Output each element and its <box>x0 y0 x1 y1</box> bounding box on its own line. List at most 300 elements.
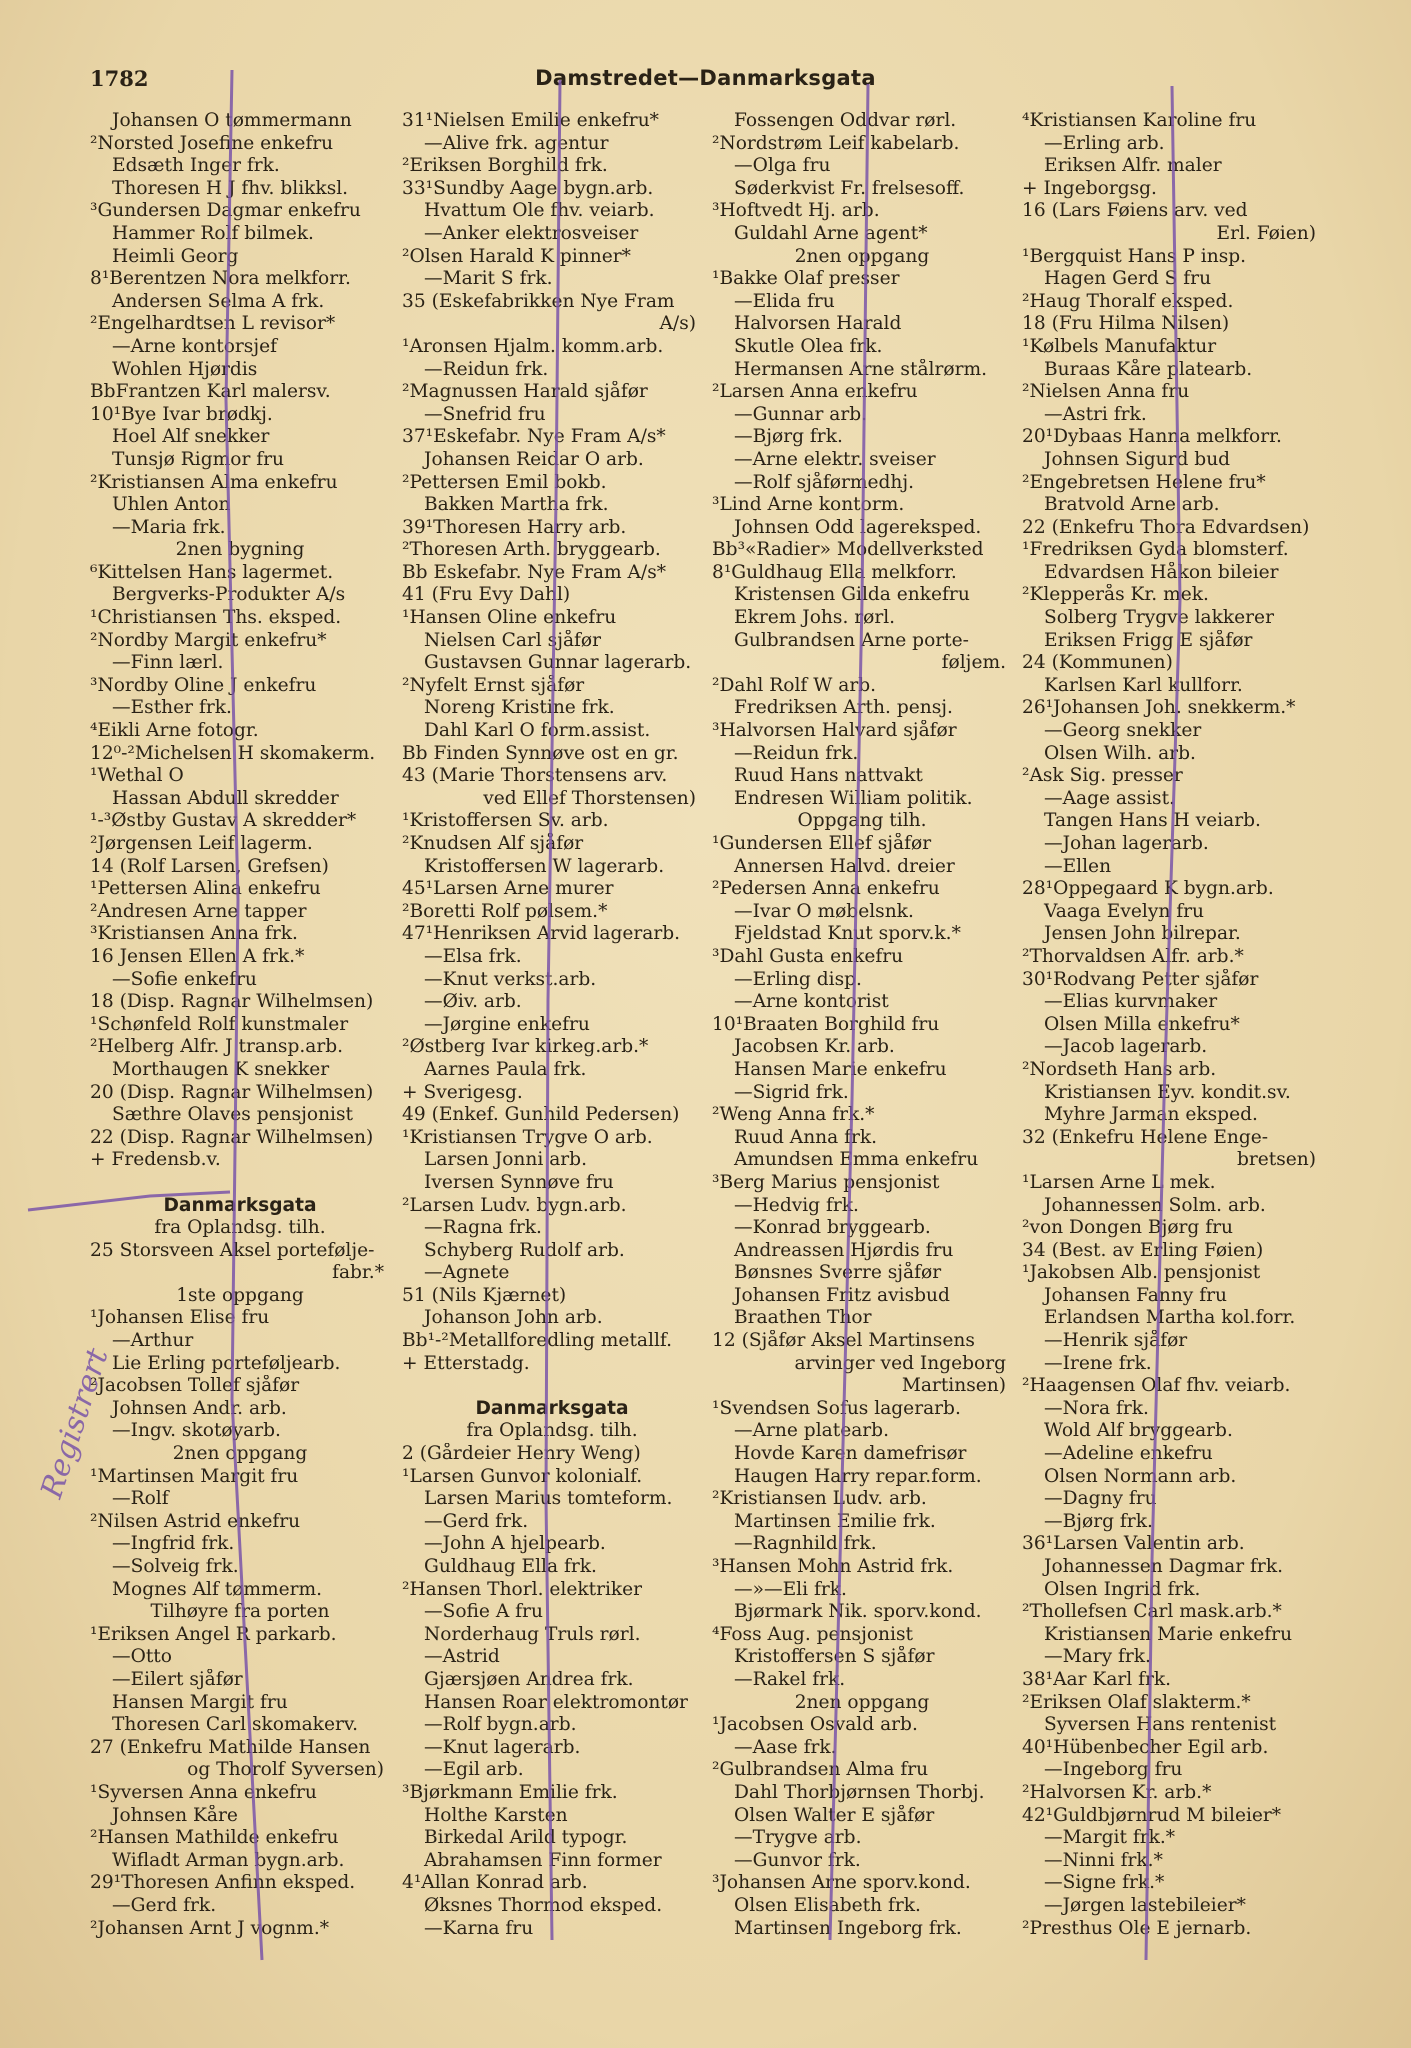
directory-entry: Kristensen Gilda enkefru <box>734 584 970 606</box>
directory-entry: ³Kristiansen Anna frk. <box>90 923 298 945</box>
directory-entry: Edsæth Inger frk. <box>112 155 280 177</box>
directory-entry: Gulbrandsen Arne porte- <box>734 629 969 651</box>
directory-entry: 18 (Fru Hilma Nilsen) <box>1022 313 1230 335</box>
directory-entry: 27 (Enkefru Mathilde Hansen <box>90 1736 371 1758</box>
directory-entry: —»—Eli frk. <box>734 1578 847 1600</box>
directory-entry: 14 (Rolf Larsen, Grefsen) <box>90 855 329 877</box>
directory-entry: ¹Kristiansen Trygve O arb. <box>402 1126 653 1148</box>
directory-entry: Johanson John arb. <box>424 1307 603 1329</box>
directory-entry: Schyberg Rudolf arb. <box>424 1239 625 1261</box>
directory-entry: Bb Eskefabr. Nye Fram A/s* <box>402 561 667 583</box>
margin-note: Registrert <box>34 1344 116 1503</box>
directory-entry: ¹Gundersen Ellef sjåfør <box>712 833 932 854</box>
directory-entry: —Rolf sjåførmedhj. <box>734 471 915 493</box>
directory-entry: ¹Schønfeld Rolf kunstmaler <box>90 1013 349 1035</box>
directory-entry: —Jacob lagerarb. <box>1044 1036 1208 1058</box>
directory-entry: Johnsen Odd lagereksped. <box>734 516 982 538</box>
directory-entry: ²Thollefsen Carl mask.arb.* <box>1022 1601 1282 1623</box>
directory-entry: 8¹Berentzen Nora melkforr. <box>90 268 351 290</box>
directory-entry: ²Boretti Rolf pølsem.* <box>402 900 608 922</box>
column-2 <box>402 110 702 1950</box>
directory-entry: —Arne kontorist <box>734 991 889 1013</box>
directory-entry: —Ellen <box>1044 855 1112 877</box>
directory-entry: Bergverks-Produkter A/s <box>112 584 346 606</box>
directory-entry: —Olga fru <box>734 155 831 177</box>
directory-entry: —Sofie A fru <box>424 1601 543 1623</box>
directory-entry: Aarnes Paula frk. <box>424 1058 587 1080</box>
directory-entry: 30¹Rodvang Petter sjåfør <box>1022 968 1259 990</box>
directory-entry: 28¹Oppegaard K bygn.arb. <box>1022 878 1274 900</box>
directory-entry: —Øiv. arb. <box>424 991 522 1013</box>
directory-entry: —Knut verkst.arb. <box>424 968 597 990</box>
directory-entry: Olsen Walter E sjåfør <box>734 1804 935 1826</box>
directory-entry: 37¹Eskefabr. Nye Fram A/s* <box>402 426 666 448</box>
directory-entry: ²Presthus Ole E jernarb. <box>1022 1917 1252 1939</box>
directory-entry: ³Dahl Gusta enkefru <box>712 945 904 967</box>
directory-entry: —Astri frk. <box>1044 403 1147 425</box>
directory-entry: ²Jacobsen Tollef sjåfør <box>90 1375 300 1397</box>
directory-entry: —Erling arb. <box>1044 132 1165 154</box>
directory-entry: Braathen Thor <box>734 1307 872 1329</box>
directory-entry: —Arne kontorsjef <box>112 335 277 357</box>
directory-entry: Holthe Karsten <box>424 1804 568 1826</box>
directory-entry: ²Hansen Mathilde enkefru <box>90 1827 339 1849</box>
directory-entry: 34 (Best. av Erling Føien) <box>1022 1239 1264 1261</box>
directory-entry: Guldhaug Ella frk. <box>424 1556 597 1577</box>
directory-entry: 38¹Aar Karl frk. <box>1022 1668 1172 1690</box>
directory-entry: Hvattum Ole fhv. veiarb. <box>424 200 655 222</box>
directory-entry: Bb¹-²Metallforedling metallf. <box>402 1330 673 1352</box>
directory-entry: fabr.* <box>332 1262 384 1284</box>
directory-entry: —Eilert sjåfør <box>112 1668 243 1690</box>
directory-entry: ¹Larsen Arne L mek. <box>1022 1171 1216 1193</box>
directory-entry: —Elida fru <box>734 290 835 312</box>
directory-entry: ¹Jakobsen Alb. pensjonist <box>1022 1262 1261 1284</box>
directory-entry: ¹Martinsen Margit fru <box>90 1465 299 1487</box>
directory-entry: ²Thorvaldsen Alfr. arb.* <box>1022 945 1244 967</box>
directory-entry: ²Pedersen Anna enkefru <box>712 878 940 900</box>
directory-entry: 43 (Marie Thorstensens arv. <box>402 765 668 787</box>
directory-entry: —Ingfrid frk. <box>112 1533 235 1555</box>
directory-entry: ¹Kristoffersen Sv. arb. <box>402 810 609 832</box>
directory-entry: ved Ellef Thorstensen) <box>483 787 696 809</box>
directory-entry: 10¹Braaten Borghild fru <box>712 1013 940 1035</box>
directory-entry: 49 (Enkef. Gunhild Pedersen) <box>402 1104 680 1126</box>
directory-entry: Dahl Thorbjørnsen Thorbj. <box>734 1781 985 1803</box>
directory-entry: 16 (Lars Føiens arv. ved <box>1022 200 1248 222</box>
column-1 <box>90 110 390 1950</box>
directory-entry: —Esther frk. <box>112 697 232 719</box>
directory-entry: fra Oplandsg. tilh. <box>154 1217 326 1239</box>
directory-entry: BbFrantzen Karl malersv. <box>90 381 331 403</box>
directory-entry: 2nen oppgang <box>794 1691 930 1713</box>
directory-entry: Noreng Kristine frk. <box>424 697 615 719</box>
directory-entry: Uhlen Anton <box>112 494 231 516</box>
directory-entry: Tunsjø Rigmor fru <box>112 448 284 470</box>
directory-entry: Guldahl Arne agent* <box>734 222 928 244</box>
directory-entry: Nielsen Carl sjåfør <box>424 629 602 651</box>
directory-entry: og Thorolf Syversen) <box>187 1759 384 1781</box>
directory-entry: 20¹Dybaas Hanna melkforr. <box>1022 426 1282 448</box>
directory-entry: —John A hjelpearb. <box>424 1533 606 1555</box>
directory-entry: ²Nyfelt Ernst sjåfør <box>402 674 585 696</box>
directory-entry: ⁴Foss Aug. pensjonist <box>712 1623 913 1645</box>
directory-entry: 25 Storsveen Aksel porteføljе- <box>90 1239 375 1261</box>
directory-entry: ²von Dongen Bjørg fru <box>1022 1217 1233 1239</box>
directory-entry: 42¹Guldbjørnrud M bileier* <box>1022 1804 1282 1826</box>
directory-entry: 51 (Nils Kjærnet) <box>402 1284 567 1306</box>
street-heading: Danmarksgata <box>163 1194 317 1216</box>
directory-entry: Jacobsen Kr. arb. <box>734 1036 895 1058</box>
directory-entry: —Marit S frk. <box>424 268 553 290</box>
directory-entry: Martinsen Emilie frk. <box>734 1510 936 1532</box>
directory-entry: ³Halvorsen Halvard sjåfør <box>712 720 957 742</box>
directory-entry: Erlandsen Martha kol.forr. <box>1044 1307 1296 1329</box>
directory-entry: Oppgang tilh. <box>797 810 927 832</box>
directory-entry: Gjærsjøen Andrea frk. <box>424 1668 634 1690</box>
directory-entry: 8¹Guldhaug Ella melkforr. <box>712 561 957 583</box>
directory-entry: 40¹Hübenbecher Egil arb. <box>1022 1736 1269 1758</box>
directory-entry: Johnsen Andr. arb. <box>112 1397 287 1419</box>
directory-entry: Ekrem Johs. rørl. <box>734 607 896 629</box>
directory-entry: Johnsen Kåre <box>112 1804 238 1826</box>
directory-entry: 24 (Kommunen) <box>1022 652 1173 674</box>
directory-entry: Jensen John bilrepar. <box>1044 923 1241 945</box>
directory-entry: Dahl Karl O form.assist. <box>424 720 651 742</box>
directory-entry: 2nen oppgang <box>794 245 930 267</box>
directory-entry: ²Johansen Arnt J vognm.* <box>90 1917 330 1939</box>
directory-entry: ³Hoftvedt Hj. arb. <box>712 200 880 222</box>
directory-entry: ²Østberg Ivar kirkeg.arb.* <box>402 1036 649 1058</box>
directory-entry: Hovde Karen damefrisør <box>734 1443 967 1465</box>
directory-entry: 39¹Thoresen Harry arb. <box>402 516 627 538</box>
directory-entry: Olsen Normann arb. <box>1044 1465 1237 1487</box>
directory-entry: Johansen Reidar O arb. <box>424 448 644 470</box>
directory-entry: ¹Eriksen Angel R parkarb. <box>90 1623 337 1645</box>
directory-entry: ³Lind Arne kontorm. <box>712 494 905 516</box>
directory-entry: ²Haagensen Olaf fhv. veiarb. <box>1022 1375 1291 1397</box>
directory-entry: 18 (Disp. Ragnar Wilhelmsen) <box>90 991 374 1013</box>
directory-entry: ²Olsen Harald K pinner* <box>402 245 631 267</box>
directory-entry: —Elsa frk. <box>424 945 522 967</box>
directory-entry: Hermansen Arne stålrørm. <box>734 358 987 380</box>
directory-entry: ²Eriksen Olaf slakterm.* <box>1022 1691 1251 1713</box>
directory-entry: ¹Kølbels Manufaktur <box>1022 335 1217 357</box>
directory-entry: ¹Wethal O <box>90 765 184 787</box>
directory-entry: Erl. Føien) <box>1216 222 1316 244</box>
directory-entry: arvinger ved Ingeborg <box>794 1352 1006 1374</box>
directory-entry: —Signe frk.* <box>1044 1872 1165 1894</box>
directory-entry: Johansen Fritz avisbud <box>734 1284 950 1306</box>
directory-entry: Bb³«Radier» Modellverksted <box>712 539 984 561</box>
directory-entry: ¹Fredriksen Gyda blomsterf. <box>1022 539 1289 561</box>
directory-entry: Gustavsen Gunnar lagerarb. <box>424 652 692 674</box>
directory-entry: ¹Aronsen Hjalm. komm.arb. <box>402 335 664 357</box>
directory-entry: ³Johansen Arne sporv.kond. <box>712 1872 971 1894</box>
directory-entry: ²Eriksen Borghild frk. <box>402 155 608 177</box>
directory-entry: ²Nordby Margit enkefru* <box>90 629 327 651</box>
directory-entry: —Georg snekker <box>1044 720 1202 742</box>
directory-entry: Thoresen H J fhv. blikksl. <box>112 177 349 199</box>
directory-entry: ²Nordseth Hans arb. <box>1022 1058 1217 1080</box>
directory-entry: ²Engelhardtsen L revisor* <box>90 313 336 335</box>
directory-entry: Fredriksen Arth. pensj. <box>734 697 953 719</box>
directory-entry: Johansen Fanny fru <box>1044 1284 1227 1306</box>
directory-entry: —Bjørg frk. <box>1044 1510 1153 1532</box>
directory-entry: Hassan Abdull skredder <box>112 787 339 809</box>
directory-entry: Wohlen Hjørdis <box>112 358 258 380</box>
directory-entry: Andreassen Hjørdis fru <box>734 1239 954 1261</box>
directory-entry: Ruud Hans nattvakt <box>734 765 923 787</box>
directory-entry: —Reidun frk. <box>734 742 859 764</box>
directory-entry: Bakken Martha frk. <box>424 494 609 516</box>
directory-entry: Birkedal Arild typogr. <box>424 1827 628 1849</box>
directory-entry: Hansen Roar elektromontør <box>424 1691 688 1713</box>
directory-entry: ²Gulbrandsen Alma fru <box>712 1759 929 1781</box>
directory-entry: ²Haug Thoralf eksped. <box>1022 290 1234 312</box>
directory-entry: Olsen Milla enkefru* <box>1044 1013 1240 1035</box>
directory-entry: —Nora frk. <box>1044 1397 1149 1419</box>
directory-entry: Martinsen) <box>901 1375 1006 1397</box>
directory-entry: —Finn lærl. <box>112 652 224 674</box>
directory-entry: Kristoffersen S sjåfør <box>734 1646 935 1668</box>
directory-entry: ⁴Eikli Arne fotogr. <box>90 720 259 742</box>
directory-entry: —Jørgine enkefru <box>424 1013 590 1035</box>
directory-entry: Olsen Ingrid frk. <box>1044 1578 1201 1600</box>
directory-entry: 35 (Eskefabrikken Nye Fram <box>402 290 675 312</box>
directory-entry: ¹Bakke Olaf presser <box>712 268 900 290</box>
directory-entry: —Ivar O møbelsnk. <box>734 900 914 922</box>
directory-entry: ⁶Kittelsen Hans lagermet. <box>90 561 334 583</box>
directory-entry: Myhre Jarman eksped. <box>1044 1104 1258 1126</box>
directory-entry: 45¹Larsen Arne murer <box>402 878 614 900</box>
directory-entry: —Margit frk.* <box>1044 1827 1176 1849</box>
directory-entry: ¹Pettersen Alina enkefru <box>90 878 321 900</box>
directory-entry: ²Nielsen Anna fru <box>1022 381 1190 403</box>
directory-entry: —Ragnhild frk. <box>734 1533 877 1555</box>
directory-entry: Johnsen Sigurd bud <box>1044 448 1231 470</box>
directory-entry: Larsen Marius tomteform. <box>424 1488 673 1510</box>
directory-entry: —Mary frk. <box>1044 1646 1151 1668</box>
directory-entry: 2nen oppgang <box>172 1443 308 1465</box>
directory-entry: —Snefrid fru <box>424 403 546 425</box>
directory-entry: ³Nordby Oline J enkefru <box>90 674 317 696</box>
directory-entry: Annersen Halvd. dreier <box>734 855 955 877</box>
directory-entry: ²Dahl Rolf W arb. <box>712 674 877 696</box>
directory-entry: ²Pettersen Emil bokb. <box>402 471 607 493</box>
directory-entry: ²Halvorsen Kr. arb.* <box>1022 1781 1212 1803</box>
directory-entry: ³Bjørkmann Emilie frk. <box>402 1781 618 1803</box>
directory-entry: Endresen William politik. <box>734 787 973 809</box>
directory-entry: —Rolf bygn.arb. <box>424 1714 577 1736</box>
directory-entry: Johannessen Solm. arb. <box>1044 1194 1266 1216</box>
directory-entry: ¹Bergquist Hans P insp. <box>1022 245 1247 267</box>
directory-entry: ³Hansen Mohn Astrid frk. <box>712 1556 954 1577</box>
directory-entry: —Alive frk. agentur <box>424 132 609 154</box>
directory-entry: Hagen Gerd S fru <box>1044 268 1212 290</box>
directory-entry: Morthaugen K snekker <box>112 1058 330 1080</box>
directory-entry: —Aase frk. <box>734 1736 837 1758</box>
directory-entry: ¹Larsen Gunvor kolonialf. <box>402 1465 643 1487</box>
directory-entry: —Knut lagerarb. <box>424 1736 581 1758</box>
directory-entry: Buraas Kåre platearb. <box>1044 358 1253 380</box>
directory-entry: ²Magnussen Harald sjåfør <box>402 381 648 403</box>
directory-entry: ²Nordstrøm Leif kabelarb. <box>712 132 960 154</box>
directory-entry: Bjørmark Nik. sporv.kond. <box>734 1601 982 1623</box>
directory-entry: Mognes Alf tømmerm. <box>112 1578 323 1600</box>
directory-entry: —Ingv. skotøyarb. <box>112 1420 281 1442</box>
page-title: Damstredet—Danmarksgata <box>535 66 876 90</box>
directory-entry: —Rakel frk. <box>734 1668 846 1690</box>
directory-entry: ¹Svendsen Sofus lagerarb. <box>712 1397 961 1419</box>
directory-entry: Lie Erling porteføljearb. <box>112 1352 341 1374</box>
directory-entry: —Astrid <box>424 1646 500 1668</box>
directory-entry: —Ninni frk.* <box>1044 1849 1163 1871</box>
directory-entry: —Hedvig frk. <box>734 1194 859 1216</box>
directory-entry: + Ingeborgsg. <box>1022 177 1157 199</box>
directory-entry: Ruud Anna frk. <box>734 1126 878 1148</box>
directory-entry: Norderhaug Truls rørl. <box>424 1623 641 1645</box>
directory-entry: Søderkvist Fr. frelsesoff. <box>734 177 965 199</box>
directory-entry: + Sverigesg. <box>402 1081 523 1103</box>
directory-entry: —Sofie enkefru <box>112 968 257 990</box>
directory-entry: føljem. <box>941 652 1006 674</box>
directory-entry: —Gerd frk. <box>112 1894 217 1916</box>
directory-entry: 20 (Disp. Ragnar Wilhelmsen) <box>90 1081 374 1103</box>
directory-entry: ¹Jacobsen Osvald arb. <box>712 1714 918 1736</box>
directory-entry: ²Helberg Alfr. J transp.arb. <box>90 1036 344 1058</box>
directory-entry: bretsen) <box>1236 1149 1316 1171</box>
directory-entry: —Konrad bryggearb. <box>734 1217 931 1239</box>
directory-entry: Martinsen Ingeborg frk. <box>734 1917 962 1939</box>
directory-entry: Skutle Olea frk. <box>734 335 883 357</box>
column-4 <box>1022 110 1322 1950</box>
directory-entry: —Egil arb. <box>424 1759 524 1781</box>
directory-entry: 12⁰-²Michelsen H skomakerm. <box>90 742 376 764</box>
directory-entry: —Gunnar arb. <box>734 403 868 425</box>
directory-entry: —Irene frk. <box>1044 1352 1152 1374</box>
directory-entry: ²Norsted Josefine enkefru <box>90 132 334 154</box>
directory-entry: 36¹Larsen Valentin arb. <box>1022 1533 1245 1555</box>
directory-entry: Fossengen Oddvar rørl. <box>734 110 957 131</box>
directory-entry: 26¹Johansen Joh. snekkerm.* <box>1022 697 1296 719</box>
directory-entry: Haugen Harry repar.form. <box>734 1465 982 1487</box>
directory-entry: Kristoffersen W lagerarb. <box>424 855 665 877</box>
directory-entry: ³Gundersen Dagmar enkefru <box>90 200 361 222</box>
directory-entry: Larsen Jonni arb. <box>424 1149 587 1171</box>
directory-entry: 41 (Fru Evy Dahl) <box>402 584 571 606</box>
directory-entry: —Reidun frk. <box>424 358 549 380</box>
directory-entry: ²Klepperås Kr. mek. <box>1022 584 1209 606</box>
directory-entry: Bønsnes Sverre sjåfør <box>734 1262 942 1284</box>
directory-entry: Edvardsen Håkon bileier <box>1044 561 1279 583</box>
directory-entry: + Etterstadg. <box>402 1352 530 1374</box>
directory-entry: ⁴Kristiansen Karoline fru <box>1022 110 1257 131</box>
directory-entry: Hoel Alf snekker <box>112 426 270 448</box>
directory-entry: Wifladt Arman bygn.arb. <box>112 1849 345 1871</box>
directory-entry: fra Oplandsg. tilh. <box>466 1420 638 1442</box>
directory-entry: ²Jørgensen Leif lagerm. <box>90 833 313 854</box>
directory-entry: —Trygve arb. <box>734 1827 862 1849</box>
directory-entry: 22 (Enkefru Thora Edvardsen) <box>1022 516 1310 538</box>
directory-entry: Heimli Georg <box>112 245 239 267</box>
directory-entry: 2nen bygning <box>175 539 305 561</box>
directory-entry: ²Kristiansen Alma enkefru <box>90 471 338 493</box>
directory-entry: A/s) <box>659 313 696 335</box>
directory-entry: 16 Jensen Ellen A frk.* <box>90 945 305 967</box>
directory-entry: —Aage assist. <box>1044 787 1175 809</box>
directory-entry: ¹Syversen Anna enkefru <box>90 1781 317 1803</box>
directory-entry: 32 (Enkefru Helene Enge- <box>1022 1126 1269 1148</box>
directory-entry: —Gunvor frk. <box>734 1849 861 1871</box>
directory-entry: —Henrik sjåfør <box>1044 1330 1188 1352</box>
directory-entry: Johansen O tømmermann <box>112 110 352 131</box>
directory-entry: Vaaga Evelyn fru <box>1044 900 1204 922</box>
directory-entry: —Rolf <box>112 1488 169 1510</box>
directory-entry: —Solveig frk. <box>112 1556 239 1577</box>
directory-entry: ²Larsen Anna enkefru <box>712 381 918 403</box>
directory-entry: ²Larsen Ludv. bygn.arb. <box>402 1194 627 1216</box>
directory-entry: Abrahamsen Finn former <box>424 1849 662 1871</box>
directory-entry: —Ingeborg fru <box>1044 1759 1183 1781</box>
directory-entry: Andersen Selma A frk. <box>112 290 325 312</box>
directory-entry: —Dagny fru <box>1044 1488 1157 1510</box>
directory-entry: —Gerd frk. <box>424 1510 529 1532</box>
directory-entry: 22 (Disp. Ragnar Wilhelmsen) <box>90 1126 374 1148</box>
directory-entry: ²Andresen Arne tapper <box>90 900 307 922</box>
directory-entry: Johannessen Dagmar frk. <box>1044 1556 1283 1577</box>
directory-entry: Hammer Rolf bilmek. <box>112 222 314 244</box>
directory-entry: Bratvold Arne arb. <box>1044 494 1220 516</box>
directory-entry: 4¹Allan Konrad arb. <box>402 1872 588 1894</box>
directory-entry: 33¹Sundby Aage bygn.arb. <box>402 177 654 199</box>
directory-entry: Hansen Margit fru <box>112 1691 288 1713</box>
directory-entry: ¹Christiansen Ths. eksped. <box>90 607 342 629</box>
directory-entry: + Fredensb.v. <box>90 1149 221 1171</box>
directory-entry: 29¹Thoresen Anfinn eksped. <box>90 1872 356 1894</box>
directory-entry: ²Knudsen Alf sjåfør <box>402 833 584 854</box>
directory-entry: 31¹Nielsen Emilie enkefru* <box>402 110 659 131</box>
directory-entry: 10¹Bye Ivar brødkj. <box>90 403 273 425</box>
directory-entry: —Arthur <box>112 1330 194 1352</box>
directory-entry: Bb Finden Synnøve ost en gr. <box>402 742 679 764</box>
directory-entry: Fjeldstad Knut sporv.k.* <box>734 923 961 945</box>
directory-entry: Amundsen Emma enkefru <box>734 1149 979 1171</box>
directory-entry: —Arne elektr. sveiser <box>734 448 936 470</box>
directory-entry: Olsen Wilh. arb. <box>1044 742 1196 764</box>
directory-entry: Solberg Trygve lakkerer <box>1044 607 1274 629</box>
directory-entry: —Erling disp. <box>734 968 862 990</box>
directory-entry: ¹-³Østby Gustav A skredder* <box>90 810 357 832</box>
directory-entry: ²Kristiansen Ludv. arb. <box>712 1488 927 1510</box>
directory-entry: Hansen Marie enkefru <box>734 1058 947 1080</box>
directory-entry: —Otto <box>112 1646 172 1668</box>
directory-entry: Kristiansen Eyv. kondit.sv. <box>1044 1081 1291 1103</box>
directory-entry: Wold Alf bryggearb. <box>1044 1420 1233 1442</box>
street-heading: Danmarksgata <box>475 1397 629 1419</box>
directory-entry: 12 (Sjåfør Aksel Martinsens <box>712 1330 975 1352</box>
directory-entry: —Bjørg frk. <box>734 426 843 448</box>
directory-entry: 2 (Gårdeier Henry Weng) <box>402 1443 641 1465</box>
directory-entry: ²Nilsen Astrid enkefru <box>90 1510 301 1532</box>
directory-entry: ²Hansen Thorl. elektriker <box>402 1578 643 1600</box>
directory-entry: Tilhøyre fra porten <box>150 1601 330 1623</box>
directory-entry: Kristiansen Marie enkefru <box>1044 1623 1293 1645</box>
directory-entry: ¹Hansen Oline enkefru <box>402 607 617 629</box>
directory-entry: 1ste oppgang <box>176 1284 304 1306</box>
directory-entry: —Johan lagerarb. <box>1044 833 1209 854</box>
directory-entry: Iversen Synnøve fru <box>424 1171 614 1193</box>
